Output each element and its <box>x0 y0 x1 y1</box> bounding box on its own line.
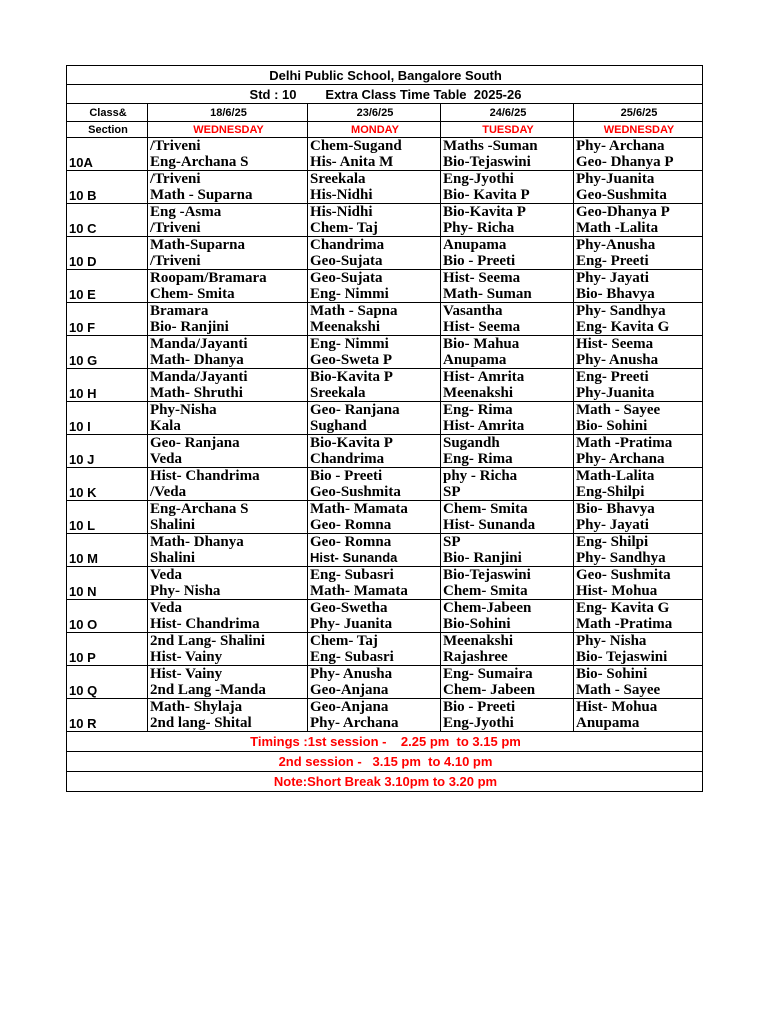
teacher-cell: Phy-Juanita <box>574 385 703 402</box>
table-row <box>67 649 703 666</box>
teacher-cell: Vasantha <box>441 303 574 320</box>
teacher-cell: Phy- Nisha <box>574 633 703 650</box>
teacher-cell: Hist- Vainy <box>148 649 308 666</box>
teacher-cell: Meenakshi <box>441 385 574 402</box>
table-row <box>67 699 703 716</box>
teacher-cell: Bramara <box>148 303 308 320</box>
date-header: 25/6/25 <box>574 104 703 122</box>
day-header: TUESDAY <box>441 122 574 138</box>
table-row <box>67 550 703 567</box>
teacher-cell: Hist- Chandrima <box>148 616 308 633</box>
teacher-cell: Math- Mamata <box>308 583 441 600</box>
teacher-cell: Math-Lalita <box>574 468 703 485</box>
table-row <box>67 567 703 584</box>
section-cell: 10 H <box>67 369 148 402</box>
teacher-cell: Bio- Sohini <box>574 418 703 435</box>
teacher-cell: Bio- Bhavya <box>574 501 703 518</box>
teacher-cell: Math -Lalita <box>574 220 703 237</box>
teacher-cell: Geo- Romna <box>308 534 441 551</box>
teacher-cell: Chandrima <box>308 237 441 254</box>
teacher-cell: Chem-Sugand <box>308 138 441 155</box>
teacher-cell: Math- Mamata <box>308 501 441 518</box>
teacher-cell: Eng- Rima <box>441 451 574 468</box>
section-cell: 10 L <box>67 501 148 534</box>
teacher-cell: Phy- Richa <box>441 220 574 237</box>
section-cell: 10 Q <box>67 666 148 699</box>
teacher-cell: Math - Sayee <box>574 402 703 419</box>
teacher-cell: Chem- Taj <box>308 633 441 650</box>
teacher-cell: Eng- Subasri <box>308 649 441 666</box>
table-row <box>67 385 703 402</box>
teacher-cell: Bio - Preeti <box>441 699 574 716</box>
table-row <box>67 319 703 336</box>
table-row <box>67 336 703 353</box>
teacher-cell: Chem- Smita <box>441 501 574 518</box>
teacher-cell: Math- Dhanya <box>148 352 308 369</box>
teacher-cell: Eng- Nimmi <box>308 336 441 353</box>
teacher-cell: 2nd lang- Shital <box>148 715 308 732</box>
table-row <box>67 187 703 204</box>
teacher-cell: Geo- Romna <box>308 517 441 534</box>
section-cell: 10 J <box>67 435 148 468</box>
teacher-cell: Bio- Ranjini <box>441 550 574 567</box>
section-cell: 10 K <box>67 468 148 501</box>
teacher-cell: Bio - Preeti <box>441 253 574 270</box>
table-row <box>67 418 703 435</box>
teacher-cell: His- Anita M <box>308 154 441 171</box>
teacher-cell: SP <box>441 534 574 551</box>
teacher-cell: /Veda <box>148 484 308 501</box>
teacher-cell: Bio-Kavita P <box>441 204 574 221</box>
teacher-cell: Phy-Anusha <box>574 237 703 254</box>
teacher-cell: Hist- Seema <box>441 319 574 336</box>
teacher-cell: Eng- Rima <box>441 402 574 419</box>
teacher-cell: Chem- Smita <box>148 286 308 303</box>
teacher-cell: Geo-Swetha <box>308 600 441 617</box>
day-header: MONDAY <box>308 122 441 138</box>
section-cell: 10 E <box>67 270 148 303</box>
teacher-cell: Veda <box>148 451 308 468</box>
teacher-cell: Phy- Nisha <box>148 583 308 600</box>
teacher-cell: Bio- Bhavya <box>574 286 703 303</box>
teacher-cell: Eng- Preeti <box>574 369 703 386</box>
teacher-cell: Bio-Tejaswini <box>441 154 574 171</box>
teacher-cell: Eng-Shilpi <box>574 484 703 501</box>
teacher-cell: Geo-Dhanya P <box>574 204 703 221</box>
teacher-cell: 2nd Lang- Shalini <box>148 633 308 650</box>
teacher-cell: Meenakshi <box>308 319 441 336</box>
teacher-cell: Phy- Archana <box>308 715 441 732</box>
second-session-row: 2nd session - 3.15 pm to 4.10 pm <box>67 752 703 772</box>
table-row <box>67 253 703 270</box>
teacher-cell: Hist- Amrita <box>441 369 574 386</box>
section-cell: 10 I <box>67 402 148 435</box>
teacher-cell: Bio- Sohini <box>574 666 703 683</box>
table-row <box>67 633 703 650</box>
teacher-cell: Chandrima <box>308 451 441 468</box>
teacher-cell: Chem-Jabeen <box>441 600 574 617</box>
section-label: Section <box>67 122 148 138</box>
teacher-cell: Eng- Shilpi <box>574 534 703 551</box>
teacher-cell: Chem- Jabeen <box>441 682 574 699</box>
teacher-cell: Manda/Jayanti <box>148 369 308 386</box>
teacher-cell: Geo- Sushmita <box>574 567 703 584</box>
teacher-cell: Kala <box>148 418 308 435</box>
teacher-cell: /Triveni <box>148 138 308 155</box>
class-label: Class& <box>67 104 148 122</box>
table-row <box>67 237 703 254</box>
teacher-cell: /Triveni <box>148 220 308 237</box>
teacher-cell: Geo-Anjana <box>308 699 441 716</box>
teacher-cell: Bio-Sohini <box>441 616 574 633</box>
teacher-cell: Math-Suparna <box>148 237 308 254</box>
teacher-cell: Maths -Suman <box>441 138 574 155</box>
table-row <box>67 451 703 468</box>
day-header: WEDNESDAY <box>148 122 308 138</box>
table-row <box>67 138 703 155</box>
teacher-cell: Sughand <box>308 418 441 435</box>
table-row <box>67 501 703 518</box>
teacher-cell: Hist- Seema <box>574 336 703 353</box>
teacher-cell: Eng-Archana S <box>148 154 308 171</box>
teacher-cell: Math -Pratima <box>574 616 703 633</box>
teacher-cell: 2nd Lang -Manda <box>148 682 308 699</box>
teacher-cell: His-Nidhi <box>308 187 441 204</box>
date-header: 23/6/25 <box>308 104 441 122</box>
teacher-cell: Math- Shruthi <box>148 385 308 402</box>
table-row <box>67 204 703 221</box>
date-header: 24/6/25 <box>441 104 574 122</box>
teacher-cell: Eng- Preeti <box>574 253 703 270</box>
table-row <box>67 517 703 534</box>
section-cell: 10 B <box>67 171 148 204</box>
teacher-cell: His-Nidhi <box>308 204 441 221</box>
teacher-cell: Shalini <box>148 517 308 534</box>
teacher-cell: Geo-Sushmita <box>308 484 441 501</box>
teacher-cell: Eng -Asma <box>148 204 308 221</box>
table-row <box>67 270 703 287</box>
teacher-cell: Shalini <box>148 550 308 567</box>
teacher-cell: Eng-Archana S <box>148 501 308 518</box>
teacher-cell: Bio - Preeti <box>308 468 441 485</box>
teacher-cell: Meenakshi <box>441 633 574 650</box>
teacher-cell: Bio-Tejaswini <box>441 567 574 584</box>
teacher-cell: Phy- Anusha <box>574 352 703 369</box>
table-row <box>67 484 703 501</box>
timings-row: Timings :1st session - 2.25 pm to 3.15 pm <box>67 732 703 752</box>
teacher-cell: Chem- Smita <box>441 583 574 600</box>
teacher-cell: Rajashree <box>441 649 574 666</box>
table-row <box>67 682 703 699</box>
section-cell: 10 M <box>67 534 148 567</box>
teacher-cell: Sugandh <box>441 435 574 452</box>
teacher-cell: Phy- Archana <box>574 451 703 468</box>
teacher-cell: Geo-Sweta P <box>308 352 441 369</box>
teacher-cell: Phy- Sandhya <box>574 550 703 567</box>
teacher-cell: Geo- Dhanya P <box>574 154 703 171</box>
teacher-cell: Hist- Mohua <box>574 699 703 716</box>
section-cell: 10 C <box>67 204 148 237</box>
teacher-cell: Phy- Jayati <box>574 517 703 534</box>
teacher-cell: Anupama <box>574 715 703 732</box>
teacher-cell: Bio-Kavita P <box>308 369 441 386</box>
teacher-cell: Eng-Jyothi <box>441 715 574 732</box>
section-cell: 10 N <box>67 567 148 600</box>
teacher-cell: Hist- Mohua <box>574 583 703 600</box>
teacher-cell: Roopam/Bramara <box>148 270 308 287</box>
teacher-cell: Hist- Chandrima <box>148 468 308 485</box>
teacher-cell: Bio- Tejaswini <box>574 649 703 666</box>
table-row <box>67 402 703 419</box>
teacher-cell: Phy- Sandhya <box>574 303 703 320</box>
teacher-cell: Math- Suman <box>441 286 574 303</box>
school-title: Delhi Public School, Bangalore South <box>67 66 703 85</box>
teacher-cell: /Triveni <box>148 253 308 270</box>
teacher-cell: Sreekala <box>308 385 441 402</box>
table-row <box>67 352 703 369</box>
section-cell: 10 P <box>67 633 148 666</box>
teacher-cell: Hist- Sunanda <box>441 517 574 534</box>
teacher-cell: Veda <box>148 600 308 617</box>
section-cell: 10 R <box>67 699 148 732</box>
teacher-cell: Bio- Mahua <box>441 336 574 353</box>
teacher-cell: phy - Richa <box>441 468 574 485</box>
teacher-cell: Bio-Kavita P <box>308 435 441 452</box>
table-row <box>67 715 703 732</box>
teacher-cell: Bio- Kavita P <box>441 187 574 204</box>
day-header: WEDNESDAY <box>574 122 703 138</box>
table-row <box>67 666 703 683</box>
teacher-cell: Math - Sapna <box>308 303 441 320</box>
teacher-cell: Math- Shylaja <box>148 699 308 716</box>
table-row <box>67 154 703 171</box>
teacher-cell: Eng- Sumaira <box>441 666 574 683</box>
teacher-cell: Math -Pratima <box>574 435 703 452</box>
table-row <box>67 583 703 600</box>
section-cell: 10 G <box>67 336 148 369</box>
teacher-cell: Hist- Amrita <box>441 418 574 435</box>
teacher-cell: Math - Suparna <box>148 187 308 204</box>
teacher-cell: Geo-Sujata <box>308 270 441 287</box>
teacher-cell: Sreekala <box>308 171 441 188</box>
section-cell: 10 D <box>67 237 148 270</box>
teacher-cell: Veda <box>148 567 308 584</box>
teacher-cell: /Triveni <box>148 171 308 188</box>
section-cell: 10 F <box>67 303 148 336</box>
teacher-cell: Manda/Jayanti <box>148 336 308 353</box>
date-header: 18/6/25 <box>148 104 308 122</box>
section-cell: 10A <box>67 138 148 171</box>
teacher-cell: Anupama <box>441 352 574 369</box>
timetable <box>66 65 703 792</box>
teacher-cell: Phy-Nisha <box>148 402 308 419</box>
table-row <box>67 220 703 237</box>
teacher-cell: Anupama <box>441 237 574 254</box>
teacher-cell: Hist- Sunanda <box>308 550 441 567</box>
table-row <box>67 600 703 617</box>
teacher-cell: Eng- Subasri <box>308 567 441 584</box>
break-note-row: Note:Short Break 3.10pm to 3.20 pm <box>67 772 703 792</box>
table-row <box>67 286 703 303</box>
teacher-cell: Geo- Ranjana <box>148 435 308 452</box>
teacher-cell: Bio- Ranjini <box>148 319 308 336</box>
timetable-subtitle: Std : 10 Extra Class Time Table 2025-26 <box>67 85 703 104</box>
teacher-cell: Math- Dhanya <box>148 534 308 551</box>
teacher-cell: Phy- Jayati <box>574 270 703 287</box>
teacher-cell: Eng- Kavita G <box>574 600 703 617</box>
table-row <box>67 435 703 452</box>
table-row <box>67 171 703 188</box>
teacher-cell: Geo-Sushmita <box>574 187 703 204</box>
teacher-cell: Eng- Nimmi <box>308 286 441 303</box>
teacher-cell: SP <box>441 484 574 501</box>
teacher-cell: Phy- Anusha <box>308 666 441 683</box>
table-row <box>67 534 703 551</box>
section-cell: 10 O <box>67 600 148 633</box>
table-row <box>67 303 703 320</box>
teacher-cell: Math - Sayee <box>574 682 703 699</box>
table-row <box>67 369 703 386</box>
teacher-cell: Geo-Sujata <box>308 253 441 270</box>
teacher-cell: Geo-Anjana <box>308 682 441 699</box>
teacher-cell: Eng- Kavita G <box>574 319 703 336</box>
teacher-cell: Hist- Seema <box>441 270 574 287</box>
table-row <box>67 468 703 485</box>
teacher-cell: Chem- Taj <box>308 220 441 237</box>
teacher-cell: Eng-Jyothi <box>441 171 574 188</box>
teacher-cell: Hist- Vainy <box>148 666 308 683</box>
teacher-cell: Phy- Archana <box>574 138 703 155</box>
teacher-cell: Geo- Ranjana <box>308 402 441 419</box>
teacher-cell: Phy- Juanita <box>308 616 441 633</box>
table-row <box>67 616 703 633</box>
teacher-cell: Phy-Juanita <box>574 171 703 188</box>
